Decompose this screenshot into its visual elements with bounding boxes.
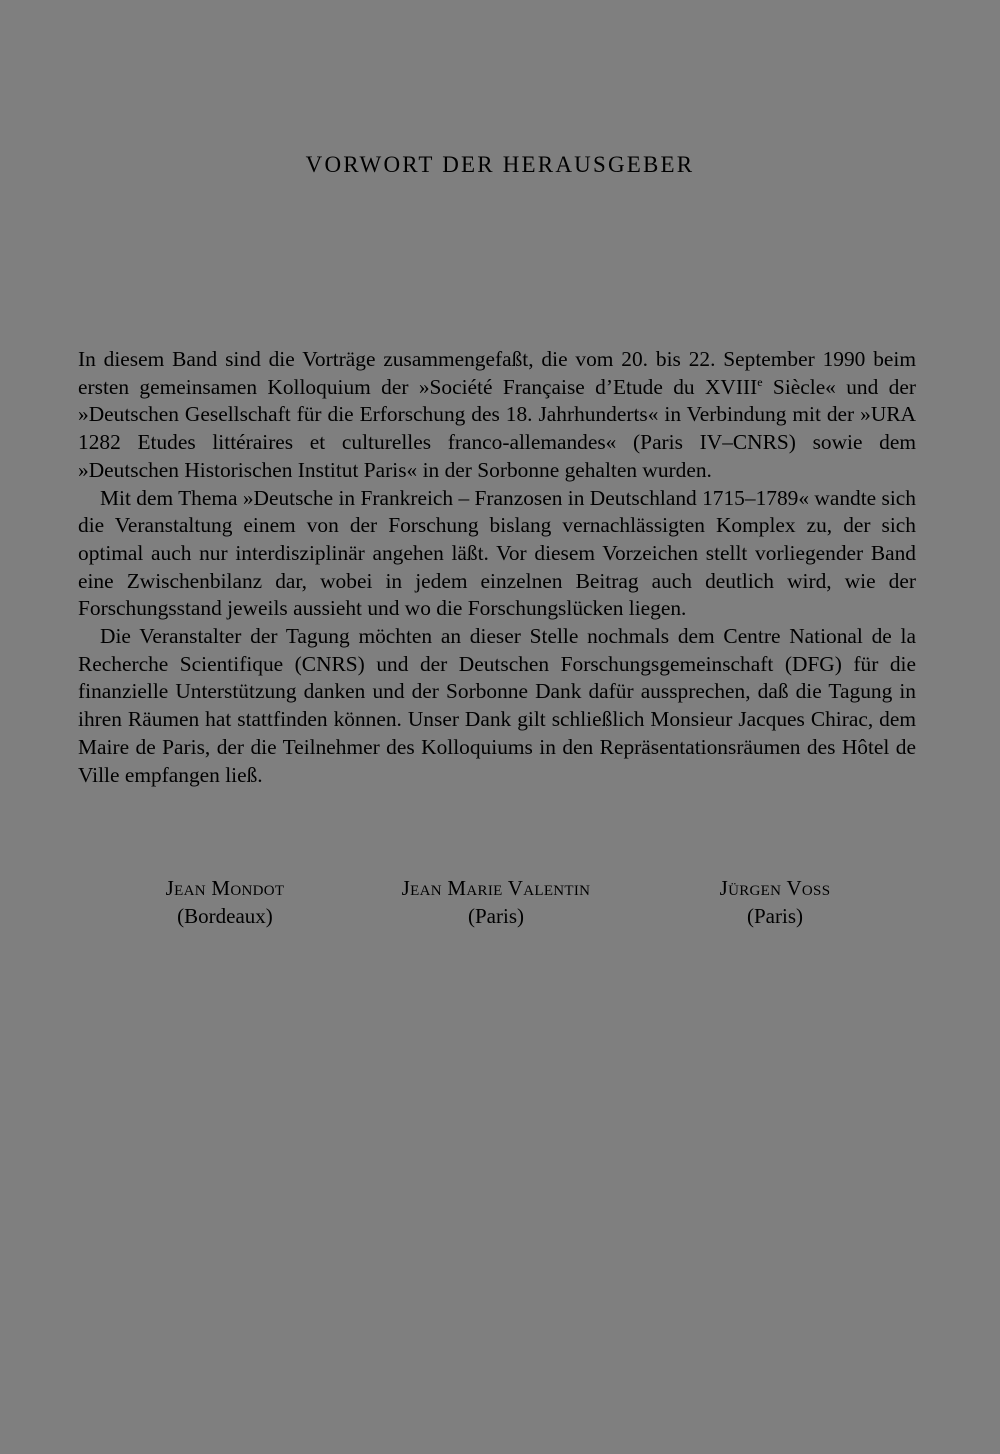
paragraph-3: Die Veranstalter der Tagung möchten an dieser Stelle nochmals dem Centre National de la Recherche Scientifique (CNRS) und der Deutschen Forschungsgemeinschaft (DFG) für die finanzielle Unterstützung danken und der Sorbonne Dank dafür aussprechen, daß die Tagung in ihren Räumen hat stattfinden können. Unser Dank gilt schließlich Monsieur Jacques Chirac, dem Maire de Paris, der die Teilnehmer des Kolloquiums in den Repräsentationsräumen des Hôtel de Ville empfangen ließ. xyxy=(78,624,916,787)
paragraph-1 xyxy=(78,346,916,485)
signature-name: Jürgen Voss xyxy=(719,876,831,900)
paragraph-1-part-b: Siècle« und der »Deutschen Gesellschaft für die Erforschung des 18. Jahrhunderts« in Verbindung mit der »URA 1282 Etudes littéraires et culturelles franco-allemandes« (Paris IV–CNRS) sowie dem »Deutschen Historischen Institut Paris« in der Sorbonne gehalten wurden. xyxy=(78,374,916,482)
page-title: VORWORT DER HERAUSGEBER xyxy=(305,152,695,177)
foreword-body xyxy=(78,346,916,789)
superscript-e: e xyxy=(757,374,763,389)
signature-name: Jean Mondot xyxy=(165,876,285,900)
signature-name: Jean Marie Valentin xyxy=(401,876,591,900)
signatures xyxy=(78,874,916,934)
signature-mondot xyxy=(130,874,320,930)
signature-voss xyxy=(680,874,870,930)
paragraph-1-part-a: In diesem Band sind die Vorträge zusammengefaßt, die vom 20. bis 22. September 1990 beim ersten gemeinsamen Kolloquium der »Société Française d’Etude du XVIII xyxy=(78,347,916,399)
signature-valentin xyxy=(346,874,646,930)
signature-place: (Paris) xyxy=(747,904,803,928)
paragraph-2: Mit dem Thema »Deutsche in Frankreich – Franzosen in Deutschland 1715–1789« wandte sich die Veranstaltung einem von der Forschung bislang vernachlässigten Komplex zu, der sich optimal auch nur interdisziplinär angehen läßt. Vor diesem Vorzeichen stellt vorliegender Band eine Zwischenbilanz dar, wobei in jedem einzelnen Beitrag auch deutlich wird, wie der Forschungsstand jeweils aussieht und wo die Forschungslücken liegen. xyxy=(78,485,916,621)
signature-place: (Paris) xyxy=(468,904,524,928)
signature-place: (Bordeaux) xyxy=(177,904,273,928)
